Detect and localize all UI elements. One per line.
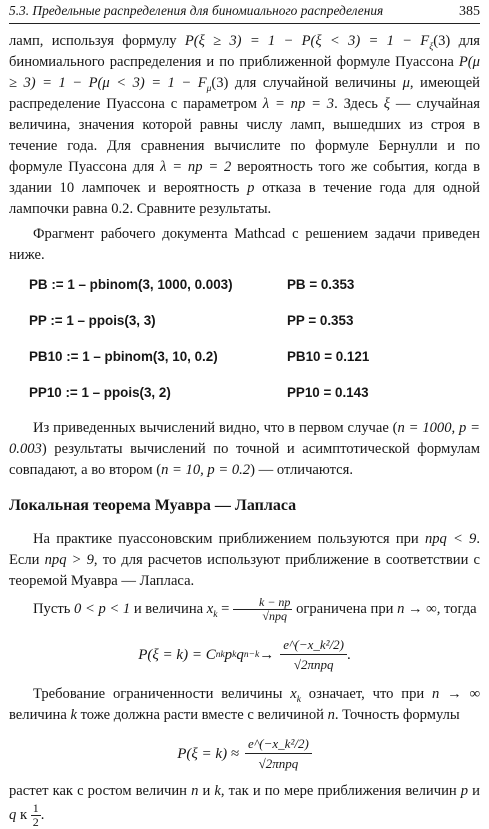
mathcad-row <box>9 304 480 340</box>
fraction: e^(−x_k²/2) √2πnpq <box>280 637 347 672</box>
mathcad-definition: PP10 := 1 – ppois(3, 2) <box>29 385 171 400</box>
formula-local-theorem: P(ξ = k) = C n k p k q n−k → e^(−x_k²/2) √2πnpq . <box>138 637 351 672</box>
paragraph-conclusion: Из приведенных вычислений видно, что в первом случае (n = 1000, p = 0.003) результаты вычислений по точной и асимптотической формулам совпадают, а во втором (n = 10, p = 0.2) — отличаются. <box>9 420 480 478</box>
section-heading: Локальная теорема Муавра — Лапласа <box>9 497 297 514</box>
fraction-one-half: $\frac{1}{2}$ <box>32 801 39 829</box>
paragraph-practice: На практике пуассоновским приближением пользуются при npq < 9. Если npq > 9, то для расчетов используют приближение в соответствии с теоремой Муавра — Лапласа. <box>9 531 481 589</box>
mathcad-row <box>9 376 480 412</box>
paragraph-assumption: Пусть 0 < p < 1 и величина $x_k$ = $\frac{k - np}{\text{√npq}}$ ограничена при n → ∞, тогда <box>33 595 477 623</box>
paragraph-accuracy: растет как с ростом величин n и k, так и по мере приближения величин p и q к $\frac{1}{2}$ . <box>9 783 480 829</box>
formula-approximation: P(ξ = k) ≈ e^(−x_k²/2) √2πnpq <box>9 736 480 771</box>
mathcad-result: PB = 0.353 <box>287 277 355 292</box>
section-title: 5.3. Предельные распределения для биномиального распределения <box>9 3 384 18</box>
fraction: e^(−x_k²/2) √2πnpq <box>245 736 312 771</box>
paragraph-mathcad-intro: Фрагмент рабочего документа Mathcad с решением задачи приведен ниже. <box>9 226 480 263</box>
paragraph-task: ламп, используя формулу $P(\xi \ge 3) = 1 - P(\xi < 3) = 1 - F_\xi(3)$ для биномиального распределения и по приближенной формуле Пуассона $P(\mu \ge 3) = 1 - P(\mu < 3) = 1 - F_\mu(3)$ для случайной величины μ, имеющей распределение Пуассона с параметром λ = np = 3. Здесь ξ — случайная величина, значения которой равны числу ламп, вышедших из строя в течение года. Для сравнения вычислите по формуле Бернулли и по формуле Пуассона для λ = np = 2 вероятность того же события, когда в здании 10 лампочек и вероятность p отказа в течение года для одной лампочки равна 0.2. Сравните результаты. <box>9 33 480 217</box>
paragraph-boundedness: Требование ограниченности величины $x_k$ означает, что при n → ∞ величина k тоже должна расти вместе с величиной n. Точность формулы <box>9 686 481 723</box>
mathcad-result: PP10 = 0.143 <box>287 385 369 400</box>
mathcad-row <box>9 340 480 376</box>
running-head <box>9 2 480 24</box>
mathcad-result: PB10 = 0.121 <box>287 349 370 364</box>
mathcad-definition: PB10 := 1 – pbinom(3, 10, 0.2) <box>29 349 218 364</box>
fraction: $\frac{k - np}{\text{√npq}}$ <box>233 596 292 623</box>
mathcad-definition: PB := 1 – pbinom(3, 1000, 0.003) <box>29 277 233 292</box>
mathcad-row <box>9 268 480 304</box>
mathcad-definition: PP := 1 – ppois(3, 3) <box>29 313 156 328</box>
mathcad-result: PP = 0.353 <box>287 313 354 328</box>
page-number: 385 <box>459 4 480 19</box>
mathcad-fragment <box>9 268 480 412</box>
